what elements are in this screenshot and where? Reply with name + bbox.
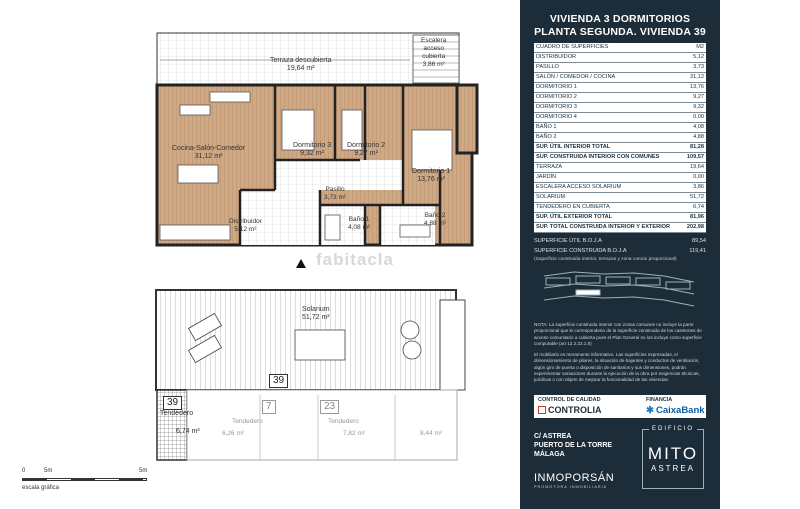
escalera-label (421, 37, 446, 69)
bano1-name: Baño 1 (348, 216, 370, 223)
info-panel (520, 0, 720, 509)
surfaces-row (534, 123, 706, 133)
tend-23-area (343, 430, 365, 438)
surfaces-row (534, 223, 706, 233)
watermark-text: fabitacla (316, 250, 394, 269)
panel-title (520, 13, 720, 39)
dorm2-area-value: 9,27 m² (354, 150, 378, 157)
quality-finance-strip (534, 395, 706, 418)
note-mobiliario: El mobiliario es meramente informativo. Las superficies expresadas, el dimensionamiento de pilares, la situación de bajantes y conductos de ventilación, algún giro de puerta o disposición de sanitarios y sus dimensiones, podrán experimentar variaciones durante la ejecución de la obra por exigencias técnicas, jurídicas o con objeto de mejorar la funcionalidad de las viviendas. (534, 352, 700, 383)
surfaces-row-value: 0,00 (682, 173, 706, 183)
surfaces-row-value: 51,72 (682, 193, 706, 203)
finance-label: FINANCIA (646, 397, 673, 403)
surfaces-row-label: ESCALERA ACCESO SOLARIUM (534, 183, 682, 193)
north-arrow-icon (296, 259, 306, 268)
distribuidor-label (229, 218, 262, 234)
cocina-area-value: 31,12 m² (194, 153, 223, 160)
surfaces-row-label: DORMITORIO 3 (534, 103, 682, 113)
surfaces-row (534, 183, 706, 193)
bano1-label (348, 216, 370, 232)
right-margin (720, 0, 800, 509)
tend-7-name: Tendedero (232, 418, 263, 425)
tend-7-area-value: 6,26 m² (222, 430, 245, 437)
distribuidor-area-value: 5,12 m² (234, 226, 257, 233)
surfaces-row (534, 173, 706, 183)
surfaces-row (534, 53, 706, 63)
tendedero-area-value: 6,74 m² (176, 428, 200, 435)
dorm1-label (412, 168, 450, 184)
bano2-label (424, 212, 446, 228)
boja-util-label: SUPERFICIE ÚTIL B.O.J.A (534, 238, 602, 244)
terrace-label (270, 57, 331, 73)
boja-construida-value: 119,41 (689, 248, 706, 254)
surfaces-row-label: PASILLO (534, 63, 682, 73)
boja-section (534, 236, 706, 263)
surfaces-row-label: SUP. ÚTIL INTERIOR TOTAL (534, 143, 682, 153)
bano2-name: Baño 2 (424, 212, 446, 219)
address-line-1: C/ ASTREA (534, 433, 572, 440)
surfaces-header-label: CUADRO DE SUPERFICIES (534, 43, 682, 53)
solarium-area-value: 51,72 m² (302, 314, 330, 321)
tend-last-area (420, 430, 442, 438)
surfaces-row (534, 203, 706, 213)
surfaces-row (534, 163, 706, 173)
surfaces-row-value: 109,57 (682, 153, 706, 163)
surfaces-row-value: 3,86 (682, 183, 706, 193)
surfaces-row-label: TERRAZA (534, 163, 682, 173)
bano1-area-value: 4,08 m² (348, 224, 371, 231)
tend-7-label (232, 418, 263, 426)
surfaces-row-value: 3,73 (682, 63, 706, 73)
surfaces-row (534, 63, 706, 73)
caixabank-star-icon: ✱ (646, 405, 654, 416)
dorm3-name: Dormitorio 3 (293, 142, 332, 149)
surfaces-row-value: 0,00 (682, 113, 706, 123)
caixabank-text: CaixaBank (655, 405, 705, 416)
address-line-3: MÁLAGA (534, 451, 565, 458)
surfaces-row-label: SUP. TOTAL CONSTRUIDA INTERIOR Y EXTERIOR (534, 223, 682, 233)
surfaces-row-label: DORMITORIO 1 (534, 83, 682, 93)
caixabank-logo (646, 405, 705, 416)
cocina-label (172, 145, 245, 161)
tend-last-area-value: 8,44 m² (420, 430, 443, 437)
building-key-plan (534, 268, 706, 312)
surfaces-row-label: SALÓN / COMEDOR / COCINA (534, 73, 682, 83)
solarium-name: Solarium (302, 306, 330, 313)
surfaces-row-value: 202,98 (682, 223, 706, 233)
note-superficie: NOTA: La superficie construida interior con zonas comunes no incluye la parte proporcional que le corresponderia de la superficie construida de los casetones de acceso comunitario a cubierta pues el Plan General no los incluye como superficie computable (art 12.2.22.1.5) (534, 322, 702, 346)
escalera-area-value: 3,86 m² (422, 61, 445, 68)
surfaces-row-value: 81,28 (682, 143, 706, 153)
tendedero-label (160, 410, 193, 418)
unit-badge-23: 23 (320, 400, 339, 414)
surfaces-row-label: DISTRIBUIDOR (534, 53, 682, 63)
surfaces-row-label: DORMITORIO 2 (534, 93, 682, 103)
brand-mito: MITO (647, 444, 699, 463)
boja-util-value: 89,54 (692, 238, 706, 244)
surfaces-row-value: 4,88 (682, 133, 706, 143)
surfaces-row (534, 83, 706, 93)
tend-23-name: Tendedero (328, 418, 359, 425)
scale-tick-5m: 5m (44, 468, 53, 474)
surfaces-row-label: JARDÍN (534, 173, 682, 183)
mito-astrea-brand (642, 426, 704, 489)
surfaces-row-value: 81,96 (682, 213, 706, 223)
terrace-name: Terraza descubierta (270, 57, 332, 64)
surfaces-row-label: BAÑO 1 (534, 123, 682, 133)
boja-note: (Superficie construida interior, terrazas y zona común proporcional) (534, 257, 677, 262)
surfaces-row-value: 5,12 (682, 53, 706, 63)
dorm3-label (293, 142, 331, 158)
tend-23-area-value: 7,82 m² (343, 430, 366, 437)
terrace-area-value: 19,64 m² (286, 65, 315, 72)
pasillo-area-value: 3,73 m² (324, 194, 347, 201)
surfaces-row-value: 13,76 (682, 83, 706, 93)
surfaces-row-value: 6,74 (682, 203, 706, 213)
address-block (534, 432, 634, 459)
surfaces-row-value: 31,12 (682, 73, 706, 83)
dorm2-label (347, 142, 385, 158)
scale-tick-0: 0 (22, 468, 26, 474)
controlia-text: CONTROLIA (548, 405, 602, 415)
surfaces-row-value: 19,64 (682, 163, 706, 173)
dorm1-name: Dormitorio 1 (412, 168, 451, 175)
surfaces-table (534, 43, 706, 233)
surfaces-row-label: SUP. ÚTIL EXTERIOR TOTAL (534, 213, 682, 223)
address-line-2: PUERTO DE LA TORRE (534, 442, 613, 449)
unit-badge-39-solarium: 39 (269, 374, 288, 388)
solarium-label (302, 306, 330, 322)
surfaces-row-label: BAÑO 2 (534, 133, 682, 143)
bano2-area-value: 4,88 m² (424, 220, 447, 227)
surfaces-row (534, 103, 706, 113)
cocina-name: Cocina-Salón-Comedor (172, 145, 246, 152)
dorm1-area-value: 13,76 m² (417, 176, 445, 183)
surfaces-row-label: SUP. CONSTRUIDA INTERIOR CON COMUNES (534, 153, 682, 163)
surfaces-row (534, 193, 706, 203)
quality-label: CONTROL DE CALIDAD (538, 397, 601, 403)
distribuidor-name: Distribuidor (229, 218, 262, 225)
unit-badge-7: 7 (262, 400, 276, 414)
developer-subtitle: PROMOTORA INMOBILIARIA (534, 485, 608, 489)
developer-logo (534, 472, 614, 489)
surfaces-row-value: 4,08 (682, 123, 706, 133)
tendedero-area-label (176, 428, 200, 436)
tendedero-name: Tendedero (160, 410, 194, 417)
escalera-name: Escalera acceso cubierta (421, 37, 447, 60)
dorm3-area-value: 9,32 m² (300, 150, 324, 157)
surfaces-row (534, 93, 706, 103)
controlia-logo (538, 405, 602, 415)
surfaces-row (534, 113, 706, 123)
brand-astrea: ASTREA (650, 464, 695, 473)
unit-badge-39-tendedero: 39 (163, 396, 182, 410)
title-line-2: PLANTA SEGUNDA. VIVIENDA 39 (534, 26, 706, 38)
surfaces-row (534, 213, 706, 223)
surfaces-row-label: SOLARIUM (534, 193, 682, 203)
dorm2-name: Dormitorio 2 (347, 142, 386, 149)
tend-7-area (222, 430, 244, 438)
surfaces-header-row (534, 43, 706, 53)
boja-construida-label: SUPERFICIE CONSTRUIDA B.O.J.A (534, 248, 627, 254)
tend-23-label (328, 418, 359, 426)
scale-bar (22, 478, 147, 481)
surfaces-row-value: 9,27 (682, 93, 706, 103)
title-line-1: VIVIENDA 3 DORMITORIOS (549, 13, 691, 25)
surfaces-row (534, 143, 706, 153)
pasillo-label (324, 186, 346, 202)
brand-edificio: EDIFICIO (649, 426, 697, 432)
developer-name: INMOPORSÁN (534, 472, 615, 484)
graphic-scale (22, 468, 152, 498)
surfaces-row-value: 9,32 (682, 103, 706, 113)
scale-tick-end: 5m (139, 468, 148, 474)
scale-caption: escala gráfica (22, 485, 60, 491)
surfaces-row (534, 153, 706, 163)
surfaces-row (534, 133, 706, 143)
pasillo-name: Pasillo (325, 186, 345, 193)
surfaces-row-label: TENDEDERO EN CUBIERTA (534, 203, 682, 213)
surfaces-row (534, 73, 706, 83)
controlia-icon (538, 406, 546, 414)
surfaces-header-unit: M2 (682, 43, 706, 53)
surfaces-row-label: DORMITORIO 4 (534, 113, 682, 123)
